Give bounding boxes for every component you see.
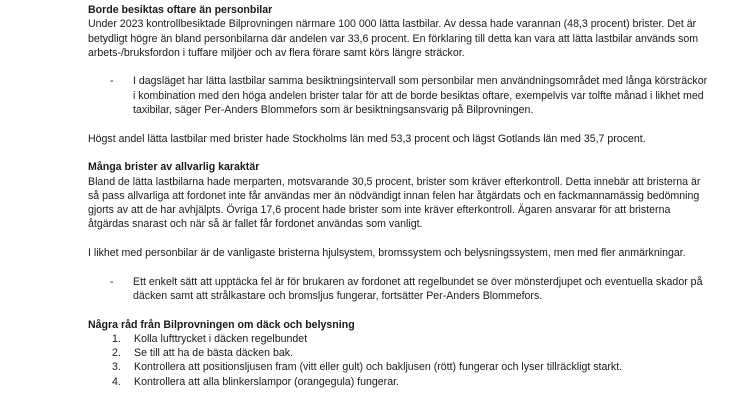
regional-stats-paragraph: Högst andel lätta lastbilar med brister hade Stockholms län med 53,3 procent och lägst Gotlands län med 35,7 procent. — [88, 132, 646, 145]
section-heading-advice: Några råd från Bilprovningen om däck och belysning — [88, 318, 355, 331]
list-number: 1. — [112, 332, 121, 345]
spacer — [88, 146, 708, 160]
list-item — [88, 332, 708, 346]
list-item-text: Kontrollera att alla blinkerslampor (orangegula) fungerar. — [134, 375, 399, 388]
defects-paragraph: Bland de lätta lastbilarna hade merparten, motsvarande 30,5 procent, brister som kräver efterkontroll. Detta innebär att bristerna är så pass allvarliga att fordonet inte får användas mer än nödvändigt innan felen har åtgärdats och en fackmannamässig bedömning gjorts av att de har avhjälpts. Övriga 17,6 procent hade brister som inte kräver efterkontroll. Ägaren ansvarar för att bristerna åtgärdas snarast och när så är fallet får fordonet användas som vanligt. — [88, 175, 701, 231]
quote-text: I dagsläget har lätta lastbilar samma besiktningsintervall som personbilar men användningsområdet med långa körsträckor i kombination med den höga andelen brister talar för att de borde besiktas oftare, exempelvis var tolfte månad i likhet med taxibilar, säger Per-Anders Blommefors som är besiktningsansvarig på Bilprovningen. — [133, 75, 708, 117]
spacer — [88, 117, 708, 131]
intro-paragraph: Under 2023 kontrollbesiktade Bilprovningen närmare 100 000 lätta lastbilar. Av dessa hade varannan (48,3 procent) brister. Det är betydligt högre än bland personbilarna där andelen var 33,6 procent. En förklaring till detta kan vara att lätta lastbilar används som arbets-/bruksfordon i tuffare miljöer och av flera förare samt körs längre sträckor. — [88, 18, 699, 59]
list-number: 3. — [112, 361, 121, 374]
list-item — [88, 346, 708, 360]
list-item-text: Kolla lufttrycket i däcken regelbundet — [134, 332, 308, 345]
spacer — [88, 232, 708, 246]
dash-marker: - — [110, 275, 114, 288]
advice-list — [88, 332, 708, 389]
spacer — [88, 303, 708, 317]
list-number: 2. — [112, 347, 121, 360]
spacer — [88, 60, 708, 74]
section-heading-serious-defects: Många brister av allvarlig karaktär — [88, 161, 260, 174]
section-heading-inspection-frequency: Borde besiktas oftare än personbilar — [88, 4, 273, 16]
quote-inspection-interval — [88, 74, 708, 117]
list-number: 4. — [112, 375, 121, 388]
list-item-text: Kontrollera att positionsljusen fram (vitt eller gult) och bakljusen (rött) fungerar och lyser tillräckligt starkt. — [134, 361, 623, 374]
list-item-text: Se till att ha de bästa däcken bak. — [134, 347, 294, 360]
quote-text: Ett enkelt sätt att upptäcka fel är för brukaren av fordonet att regelbundet se över mönsterdjupet och eventuella skador på däcken samt att strålkastare och bromsljus fungerar, fortsätter Per-Anders Blommefors. — [133, 275, 703, 302]
quote-tire-check — [88, 275, 708, 304]
list-item — [88, 375, 708, 389]
common-defects-paragraph: I likhet med personbilar är de vanligaste bristerna hjulsystem, bromssystem och belysningssystem, men med fler anmärkningar. — [88, 247, 686, 260]
document-page — [88, 3, 708, 389]
list-item — [88, 360, 708, 374]
spacer — [88, 260, 708, 274]
dash-marker: - — [110, 75, 114, 88]
